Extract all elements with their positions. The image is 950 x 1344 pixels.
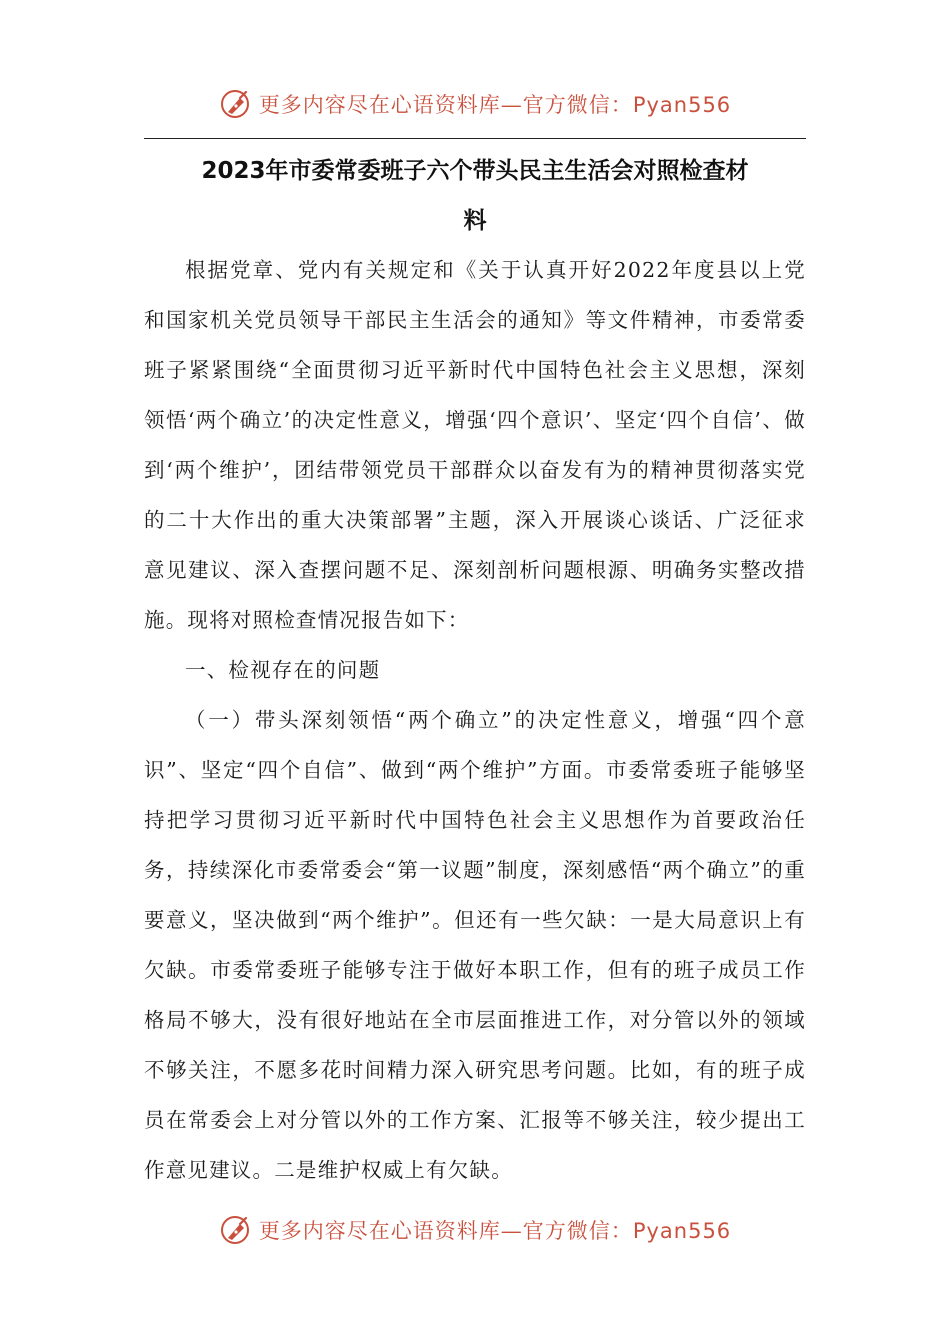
document-title-line-1: 2023年市委常委班子六个带头民主生活会对照检查材	[201, 158, 749, 184]
pen-nib-logo-icon	[219, 1213, 253, 1247]
subsection-paragraph: （一）带头深刻领悟“两个确立”的决定性意义，增强“四个意识”、坚定“四个自信”、做到“两个维护”方面。市委常委班子能够坚持把学习贯彻习近平新时代中国特色社会主义思想作为首要政治任务，持续深化市委常委会“第一议题”制度，深刻感悟“两个确立”的重要意义，坚决做到“两个维护”。但还有一些欠缺：一是大局意识上有欠缺。市委常委班子能够专注于做好本职工作，但有的班子成员工作格局不够大，没有很好地站在全市层面推进工作，对分管以外的领域不够关注，不愿多花时间精力深入研究思考问题。比如，有的班子成员在常委会上对分管以外的工作方案、汇报等不够关注，较少提出工作意见建议。二是维护权威上有欠缺。	[144, 708, 806, 1182]
pen-nib-logo-icon	[219, 87, 253, 121]
document-body	[144, 245, 806, 1195]
footer-watermark	[0, 1210, 950, 1250]
header-watermark-text: 更多内容尽在心语资料库—官方微信：Pyan556	[258, 93, 732, 117]
header-divider	[144, 138, 806, 139]
section-heading: 一、检视存在的问题	[185, 658, 381, 682]
document-title	[144, 146, 806, 246]
document-title-line-2: 料	[463, 208, 487, 234]
header-watermark-id: Pyan556	[632, 93, 732, 117]
footer-watermark-text: 更多内容尽在心语资料库—官方微信：Pyan556	[258, 1219, 732, 1243]
footer-watermark-id: Pyan556	[632, 1219, 732, 1243]
intro-paragraph: 根据党章、党内有关规定和《关于认真开好2022年度县以上党和国家机关党员领导干部民主生活会的通知》等文件精神，市委常委班子紧紧围绕“全面贯彻习近平新时代中国特色社会主义思想，深刻领悟‘两个确立’的决定性意义，增强‘四个意识’、坚定‘四个自信’、做到‘两个维护’，团结带领党员干部群众以奋发有为的精神贯彻落实党的二十大作出的重大决策部署”主题，深入开展谈心谈话、广泛征求意见建议、深入查摆问题不足、深刻剖析问题根源、明确务实整改措施。现将对照检查情况报告如下：	[144, 258, 806, 632]
header-watermark	[0, 84, 950, 124]
